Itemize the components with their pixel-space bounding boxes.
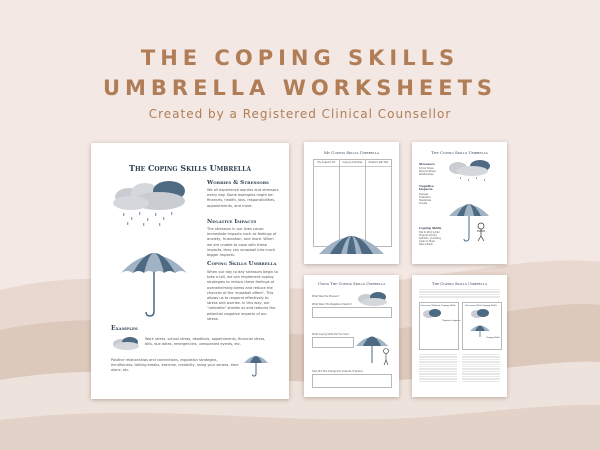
thumb2-coping-1: Talk to Mom & Dad bbox=[419, 231, 440, 234]
thumb3-q4-box bbox=[312, 374, 392, 388]
examples-title: Examples bbox=[111, 325, 138, 332]
thumb4-label-coping: Coping Skills bbox=[486, 337, 500, 339]
small-cloud-icon bbox=[111, 336, 141, 350]
worksheet-thumbnail-my-umbrella bbox=[304, 142, 399, 264]
thumb4-cloud-icon-2 bbox=[470, 309, 490, 319]
thumb2-coping-5: Take a Break bbox=[419, 243, 433, 246]
thumb1-col-2: Coping Activities bbox=[342, 161, 363, 164]
thumb3-cloud-icon bbox=[356, 291, 390, 307]
thumb4-cloud-icon-1 bbox=[422, 309, 442, 319]
title-line-1: THE COPING SKILLS bbox=[140, 46, 460, 70]
thumb3-q3-box bbox=[312, 337, 354, 348]
section-coping-title: Coping Skills Umbrella bbox=[207, 261, 277, 267]
storm-cloud-icon bbox=[107, 181, 193, 229]
section-coping-text: When our day to day stressors begin to take a toll, we can implement coping strategies to reduce these feelings of overwhelming stress and reduce the chances of the 'snowball effect'. This allows us to respond effectively to stress and worries. In this way, our "umbrella" shields us and reduces the potential negative impacts of our stress. bbox=[207, 270, 278, 321]
title-line-2: UMBRELLA WORKSHEETS bbox=[102, 76, 498, 100]
thumb2-stressor-1: School Stress bbox=[419, 167, 434, 170]
section-worries-title: Worries & Stressors bbox=[207, 180, 269, 186]
thumb2-stressor-3: Relationships bbox=[419, 173, 434, 176]
thumb2-label-coping: Coping Skills bbox=[419, 226, 442, 230]
thumb3-q3: What Coping Skills Did You Use? bbox=[312, 333, 349, 336]
small-umbrella-icon bbox=[243, 351, 269, 377]
section-worries-text: We all experience worries and stressors every day. Some examples might be: finances, health, loss, responsibilities, appointments, and more. bbox=[207, 188, 279, 208]
thumb2-impact-2: Frustration bbox=[419, 196, 431, 199]
thumb3-q1: What Was the Stressor? bbox=[312, 295, 340, 298]
worksheet-thumbnail-compare bbox=[412, 275, 507, 397]
thumb1-header-divider bbox=[313, 166, 391, 167]
thumb2-stressor-2: Personal Stress bbox=[419, 170, 436, 173]
thumb2-label-impacts: Negative Impacts bbox=[419, 184, 434, 192]
example-coping-text: Positive relationships and connections, regulation strategies, mindfulness, talking breaks, exercise, creativity, using your senses, time alone, etc. bbox=[111, 358, 239, 373]
thumb3-q4: How Did This Change the Impacts of Stress? bbox=[312, 370, 363, 373]
thumb2-coping-2: Physical Activity bbox=[419, 234, 437, 237]
example-stressors-text: Work stress, school stress, deadlines, appointments, financial stress, bills, due dates, emergencies, unexpected events, etc. bbox=[145, 337, 266, 347]
main-page-title: The Coping Skills Umbrella bbox=[129, 163, 251, 173]
thumb3-title: Using The Coping Skills Umbrella bbox=[317, 282, 386, 286]
thumb3-umbrella-icon bbox=[354, 331, 394, 369]
thumb2-impact-4: Anxiety bbox=[419, 202, 428, 205]
thumb2-coping-3: Self-talk / Journaling bbox=[419, 237, 441, 240]
thumb2-impact-3: Headaches bbox=[419, 199, 432, 202]
thumb4-text-right bbox=[462, 353, 500, 383]
thumb2-cloud-icon bbox=[446, 158, 494, 184]
thumb1-col-3: Positive Self Talk bbox=[368, 161, 389, 164]
thumb4-col1-title: Stressors Without Coping Skills bbox=[420, 304, 456, 307]
umbrella-icon bbox=[119, 239, 189, 319]
stick-figure-icon bbox=[474, 222, 488, 242]
thumb2-title: The Coping Skills Umbrella bbox=[431, 150, 488, 155]
thumb4-label-impacts: Negative Impacts bbox=[442, 320, 461, 322]
worksheet-thumbnail-using bbox=[304, 275, 399, 397]
subtitle: Created by a Registered Clinical Counsellor bbox=[148, 107, 452, 121]
section-impacts-title: Negative Impacts bbox=[207, 219, 257, 225]
thumb2-coping-4: Listen to Music bbox=[419, 240, 436, 243]
thumb4-text-left bbox=[419, 353, 457, 383]
thumb1-col-1: My Support #1 bbox=[317, 161, 336, 164]
section-impacts-text: The stressors in our lives cause immediate impacts such as feelings of anxiety, frustration, and more. When we are unable to cope with these impacts, they can snowball into much bigger impacts. bbox=[207, 227, 277, 258]
thumb4-intro-text bbox=[419, 288, 500, 298]
thumb1-umbrella-icon bbox=[318, 226, 385, 256]
thumb3-q2-box bbox=[312, 307, 392, 318]
main-worksheet-page bbox=[91, 143, 289, 399]
thumb4-col2-title: Stressors With Coping Skills bbox=[465, 304, 497, 307]
thumb4-umbrella-icon bbox=[469, 323, 491, 337]
thumb2-label-stressors: Stressors bbox=[419, 162, 435, 166]
thumb4-title: The Coping Skills Umbrella bbox=[432, 282, 487, 286]
worksheet-thumbnail-example bbox=[412, 142, 507, 264]
thumb2-impact-1: Sadness bbox=[419, 193, 429, 196]
thumb1-title: My Coping Skills Umbrella bbox=[323, 150, 380, 155]
thumb3-q2: What Were The Negative Impacts? bbox=[312, 303, 352, 306]
